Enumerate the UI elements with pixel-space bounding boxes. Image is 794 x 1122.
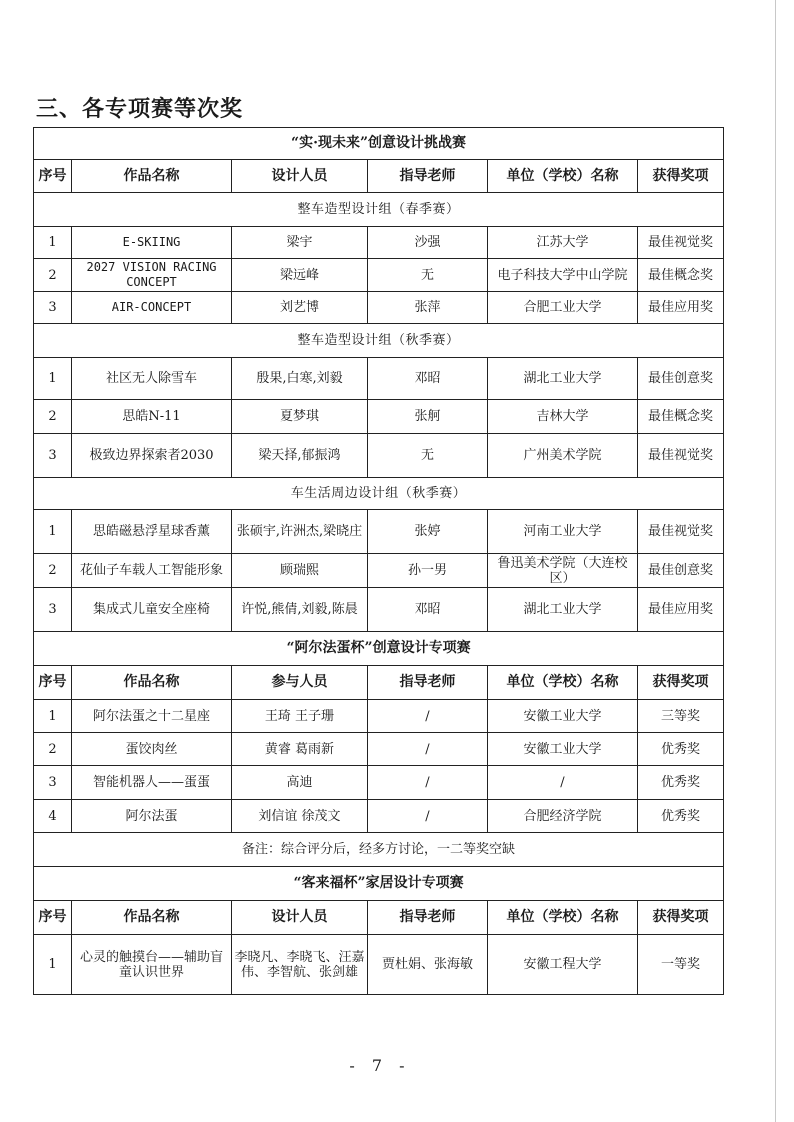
table-row xyxy=(34,434,724,478)
cell-award: 最佳应用奖 xyxy=(638,292,724,324)
cell-advisor: / xyxy=(368,766,488,800)
table-row xyxy=(34,700,724,733)
table-row xyxy=(34,259,724,292)
page-number: - 7 - xyxy=(349,1056,411,1075)
cell-school: / xyxy=(488,766,638,800)
cell-award: 一等奖 xyxy=(638,935,724,995)
header-work-name: 作品名称 xyxy=(72,160,232,193)
cell-award: 最佳概念奖 xyxy=(638,400,724,434)
cell-advisor: 张舸 xyxy=(368,400,488,434)
cell-advisor: 贾杜娟、张海敏 xyxy=(368,935,488,995)
table-row xyxy=(34,800,724,833)
competition-title: “实·现未来”创意设计挑战赛 xyxy=(34,128,724,160)
cell-advisor: 无 xyxy=(368,434,488,478)
cell-school: 鲁迅美术学院（大连校区） xyxy=(488,554,638,588)
cell-school: 湖北工业大学 xyxy=(488,588,638,632)
cell-index: 1 xyxy=(34,935,72,995)
cell-work-name: 极致边界探索者2030 xyxy=(72,434,232,478)
cell-work-name: 思皓N-11 xyxy=(72,400,232,434)
cell-advisor: 孙一男 xyxy=(368,554,488,588)
header-school: 单位（学校）名称 xyxy=(488,666,638,700)
table-row xyxy=(34,227,724,259)
cell-advisor: 邓昭 xyxy=(368,358,488,400)
header-advisor: 指导老师 xyxy=(368,160,488,193)
header-work-name: 作品名称 xyxy=(72,666,232,700)
cell-award: 最佳概念奖 xyxy=(638,259,724,292)
cell-work-name: 2027 VISION RACING CONCEPT xyxy=(72,259,232,292)
cell-school: 广州美术学院 xyxy=(488,434,638,478)
cell-participants: 王琦 王子珊 xyxy=(232,700,368,733)
cell-advisor: 沙强 xyxy=(368,227,488,259)
cell-school: 安徽工业大学 xyxy=(488,733,638,766)
table-row xyxy=(34,400,724,434)
cell-index: 1 xyxy=(34,227,72,259)
cell-index: 3 xyxy=(34,766,72,800)
table-row xyxy=(34,588,724,632)
cell-work-name: 思皓磁悬浮星球香薰 xyxy=(72,510,232,554)
cell-designers: 张硕宇,许洲杰,梁晓庄 xyxy=(232,510,368,554)
header-advisor: 指导老师 xyxy=(368,901,488,935)
cell-work-name: 阿尔法蛋之十二星座 xyxy=(72,700,232,733)
competition-title: “客来福杯”家居设计专项赛 xyxy=(34,867,724,901)
header-designers: 设计人员 xyxy=(232,901,368,935)
awards-table xyxy=(33,127,724,995)
cell-designers: 殷果,白寒,刘毅 xyxy=(232,358,368,400)
table-row xyxy=(34,554,724,588)
cell-work-name: 社区无人除雪车 xyxy=(72,358,232,400)
competition-title: “阿尔法蛋杯”创意设计专项赛 xyxy=(34,632,724,666)
header-award: 获得奖项 xyxy=(638,666,724,700)
table-row xyxy=(34,935,724,995)
header-designers: 设计人员 xyxy=(232,160,368,193)
cell-index: 2 xyxy=(34,554,72,588)
cell-index: 2 xyxy=(34,400,72,434)
cell-school: 江苏大学 xyxy=(488,227,638,259)
header-school: 单位（学校）名称 xyxy=(488,901,638,935)
cell-participants: 高迪 xyxy=(232,766,368,800)
header-work-name: 作品名称 xyxy=(72,901,232,935)
cell-advisor: 无 xyxy=(368,259,488,292)
cell-advisor: 邓昭 xyxy=(368,588,488,632)
cell-work-name: 蛋饺肉丝 xyxy=(72,733,232,766)
header-index: 序号 xyxy=(34,666,72,700)
cell-work-name: 智能机器人——蛋蛋 xyxy=(72,766,232,800)
cell-work-name: 花仙子车载人工智能形象 xyxy=(72,554,232,588)
group-title: 整车造型设计组（秋季赛） xyxy=(34,324,724,358)
group-title: 车生活周边设计组（秋季赛） xyxy=(34,478,724,510)
table-row xyxy=(34,292,724,324)
cell-advisor: 张萍 xyxy=(368,292,488,324)
cell-work-name: AIR-CONCEPT xyxy=(72,292,232,324)
cell-designers: 夏梦琪 xyxy=(232,400,368,434)
cell-work-name: 集成式儿童安全座椅 xyxy=(72,588,232,632)
cell-award: 优秀奖 xyxy=(638,733,724,766)
cell-index: 3 xyxy=(34,588,72,632)
section-heading: 三、各专项赛等次奖 xyxy=(36,97,244,122)
cell-school: 河南工业大学 xyxy=(488,510,638,554)
cell-index: 3 xyxy=(34,434,72,478)
cell-designers: 梁宇 xyxy=(232,227,368,259)
cell-index: 2 xyxy=(34,259,72,292)
cell-index: 1 xyxy=(34,700,72,733)
cell-participants: 刘信谊 徐茂文 xyxy=(232,800,368,833)
cell-designers: 顾瑞熙 xyxy=(232,554,368,588)
cell-award: 最佳应用奖 xyxy=(638,588,724,632)
remark-note: 备注：综合评分后，经多方讨论，一二等奖空缺 xyxy=(34,833,724,867)
header-school: 单位（学校）名称 xyxy=(488,160,638,193)
header-index: 序号 xyxy=(34,160,72,193)
group-title: 整车造型设计组（春季赛） xyxy=(34,193,724,227)
cell-designers: 梁天择,郁振鸿 xyxy=(232,434,368,478)
cell-school: 安徽工业大学 xyxy=(488,700,638,733)
cell-advisor: / xyxy=(368,700,488,733)
cell-award: 最佳视觉奖 xyxy=(638,227,724,259)
cell-index: 2 xyxy=(34,733,72,766)
cell-advisor: / xyxy=(368,733,488,766)
cell-award: 最佳创意奖 xyxy=(638,358,724,400)
cell-school: 合肥工业大学 xyxy=(488,292,638,324)
header-index: 序号 xyxy=(34,901,72,935)
header-participants: 参与人员 xyxy=(232,666,368,700)
cell-work-name: 心灵的触摸台——辅助盲童认识世界 xyxy=(72,935,232,995)
header-award: 获得奖项 xyxy=(638,160,724,193)
header-advisor: 指导老师 xyxy=(368,666,488,700)
cell-advisor: / xyxy=(368,800,488,833)
header-award: 获得奖项 xyxy=(638,901,724,935)
cell-award: 优秀奖 xyxy=(638,800,724,833)
cell-award: 最佳视觉奖 xyxy=(638,510,724,554)
cell-designers: 许悦,熊倩,刘毅,陈晨 xyxy=(232,588,368,632)
table-row xyxy=(34,766,724,800)
cell-school: 合肥经济学院 xyxy=(488,800,638,833)
cell-work-name: 阿尔法蛋 xyxy=(72,800,232,833)
cell-school: 安徽工程大学 xyxy=(488,935,638,995)
cell-award: 最佳视觉奖 xyxy=(638,434,724,478)
cell-work-name: E-SKIING xyxy=(72,227,232,259)
cell-award: 三等奖 xyxy=(638,700,724,733)
cell-award: 最佳创意奖 xyxy=(638,554,724,588)
cell-index: 3 xyxy=(34,292,72,324)
table-row xyxy=(34,510,724,554)
cell-award: 优秀奖 xyxy=(638,766,724,800)
page-edge-rule xyxy=(775,0,776,1122)
cell-index: 1 xyxy=(34,510,72,554)
cell-index: 4 xyxy=(34,800,72,833)
cell-designers: 梁远峰 xyxy=(232,259,368,292)
table-row xyxy=(34,733,724,766)
cell-participants: 黄睿 葛雨新 xyxy=(232,733,368,766)
cell-school: 电子科技大学中山学院 xyxy=(488,259,638,292)
cell-school: 吉林大学 xyxy=(488,400,638,434)
table-row xyxy=(34,358,724,400)
cell-index: 1 xyxy=(34,358,72,400)
cell-designers: 刘艺博 xyxy=(232,292,368,324)
cell-designers: 李晓凡、李晓飞、汪嘉伟、李智航、张剑雄 xyxy=(232,935,368,995)
cell-advisor: 张婷 xyxy=(368,510,488,554)
cell-school: 湖北工业大学 xyxy=(488,358,638,400)
